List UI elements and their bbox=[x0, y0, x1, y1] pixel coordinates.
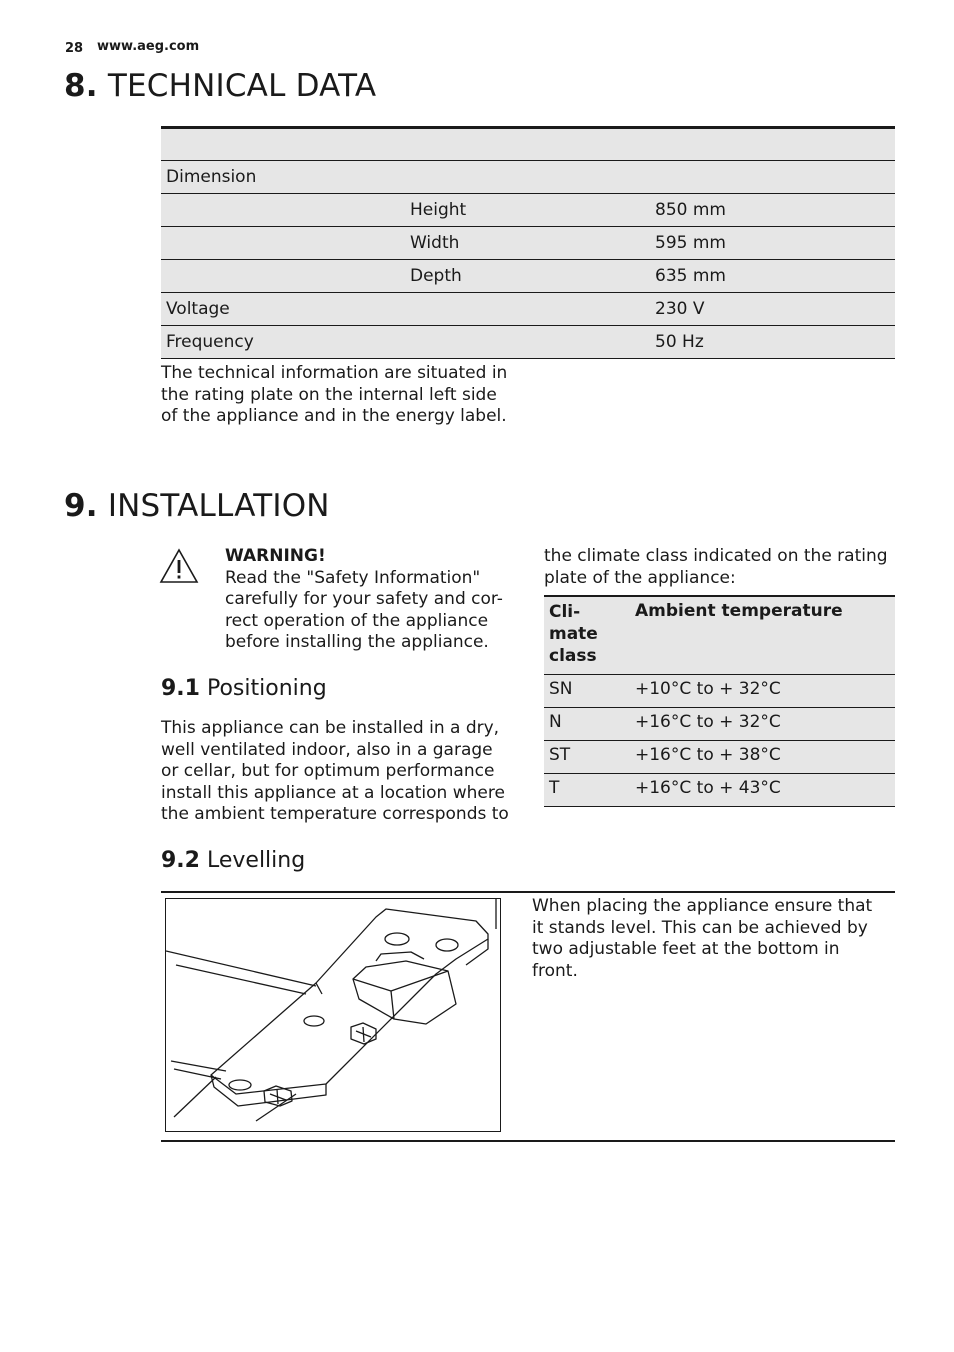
text-line: Read the "Safety Information" bbox=[225, 567, 481, 588]
subsection-number: 9.1 bbox=[161, 676, 200, 701]
table-row bbox=[161, 194, 895, 227]
levelling-bottom-rule bbox=[161, 1140, 895, 1142]
table-row bbox=[544, 708, 895, 741]
cell-temperature: +16°C to + 32°C bbox=[635, 712, 781, 732]
header-line: Cli- bbox=[549, 602, 581, 622]
text-line: plate of the appliance: bbox=[544, 567, 736, 588]
text-line: the rating plate on the internal left side bbox=[161, 384, 497, 405]
text-line: The technical information are situated in bbox=[161, 363, 508, 383]
text-line: rect operation of the appliance bbox=[225, 610, 489, 631]
text-line: When placing the appliance ensure that bbox=[532, 896, 873, 916]
section-8-heading bbox=[64, 68, 376, 104]
subsection-title: Levelling bbox=[206, 848, 306, 873]
text-line: before installing the appliance. bbox=[225, 632, 489, 652]
cell-value: 850 mm bbox=[655, 200, 726, 220]
cell-class: N bbox=[549, 712, 562, 732]
header-ambient-temperature: Ambient temperature bbox=[635, 601, 843, 621]
levelling-illustration bbox=[165, 898, 501, 1132]
cell-temperature: +16°C to + 43°C bbox=[635, 778, 781, 798]
text-line: install this appliance at a location where bbox=[161, 782, 505, 803]
warning-triangle-icon bbox=[159, 548, 199, 584]
cell-sub: Height bbox=[410, 200, 467, 220]
header-line: class bbox=[549, 646, 597, 666]
text-line: or cellar, but for optimum performance bbox=[161, 761, 495, 781]
positioning-text bbox=[161, 718, 509, 826]
cell-value: 230 V bbox=[655, 299, 705, 319]
table-row bbox=[544, 774, 895, 807]
text-line: the ambient temperature corresponds to bbox=[161, 804, 509, 824]
technical-note bbox=[161, 363, 507, 428]
cell-sub: Depth bbox=[410, 266, 462, 286]
cell-value: 595 mm bbox=[655, 233, 726, 253]
table-row bbox=[544, 741, 895, 774]
levelling-top-rule bbox=[161, 891, 895, 893]
cell-value: 50 Hz bbox=[655, 332, 704, 352]
page-number: 28 bbox=[65, 41, 84, 56]
section-8-title: TECHNICAL DATA bbox=[107, 68, 377, 104]
table-row bbox=[161, 260, 895, 293]
cell-label: Dimension bbox=[166, 167, 257, 187]
subsection-9-1-heading bbox=[161, 676, 327, 701]
table-row bbox=[161, 227, 895, 260]
cell-class: T bbox=[549, 778, 560, 798]
cell-value: 635 mm bbox=[655, 266, 726, 286]
technical-data-table bbox=[161, 126, 895, 359]
text-line: This appliance can be installed in a dry, bbox=[161, 718, 500, 738]
cell-label: Voltage bbox=[166, 299, 230, 319]
table-header-row bbox=[544, 597, 895, 675]
warning-title: WARNING! bbox=[225, 546, 326, 566]
text-line: it stands level. This can be achieved by bbox=[532, 917, 868, 938]
table-row bbox=[161, 293, 895, 326]
text-line: carefully for your safety and cor- bbox=[225, 589, 503, 609]
text-line: well ventilated indoor, also in a garage bbox=[161, 739, 493, 760]
climate-intro bbox=[544, 546, 888, 589]
subsection-9-2-heading bbox=[161, 848, 305, 873]
subsection-title: Positioning bbox=[206, 676, 327, 701]
cell-label: Frequency bbox=[166, 332, 254, 352]
adjustable-foot-drawing bbox=[166, 899, 500, 1131]
cell-class: SN bbox=[549, 679, 573, 699]
levelling-text bbox=[532, 896, 872, 982]
section-8-number: 8. bbox=[64, 68, 98, 104]
header-climate-class bbox=[549, 601, 598, 667]
section-9-title: INSTALLATION bbox=[107, 488, 330, 524]
climate-class-table bbox=[544, 595, 895, 807]
table-row bbox=[161, 326, 895, 359]
text-line: two adjustable feet at the bottom in bbox=[532, 939, 840, 959]
table-header-row bbox=[161, 129, 895, 161]
text-line: the climate class indicated on the rating bbox=[544, 546, 888, 566]
table-row bbox=[161, 161, 895, 194]
cell-temperature: +16°C to + 38°C bbox=[635, 745, 781, 765]
warning-block bbox=[225, 546, 503, 654]
cell-sub: Width bbox=[410, 233, 460, 253]
section-9-heading bbox=[64, 488, 330, 524]
text-line: of the appliance and in the energy label. bbox=[161, 406, 507, 426]
cell-class: ST bbox=[549, 745, 571, 765]
section-9-number: 9. bbox=[64, 488, 98, 524]
header-line: mate bbox=[549, 624, 598, 644]
table-row bbox=[544, 675, 895, 708]
subsection-number: 9.2 bbox=[161, 848, 200, 873]
text-line: front. bbox=[532, 960, 578, 981]
website-url: www.aeg.com bbox=[97, 39, 200, 54]
cell-temperature: +10°C to + 32°C bbox=[635, 679, 781, 699]
